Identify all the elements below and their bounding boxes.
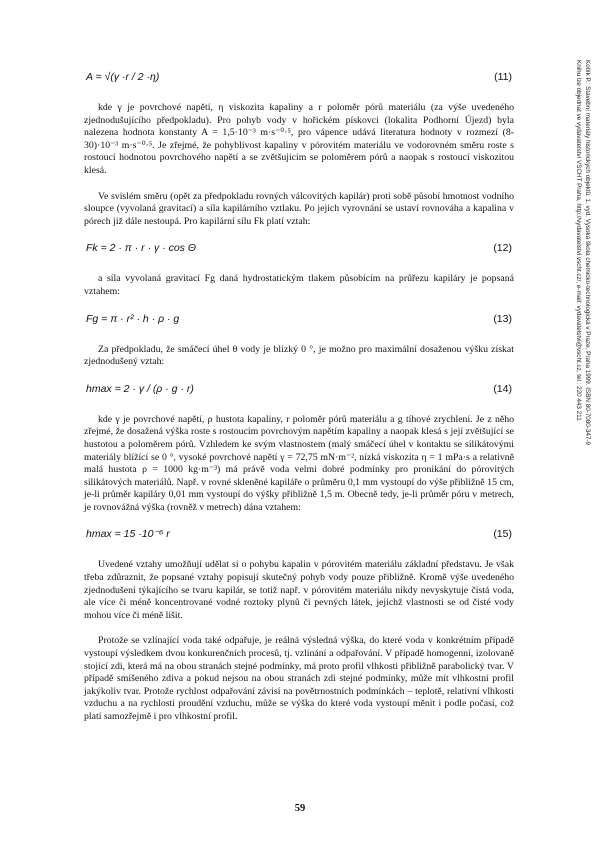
equation-expression: hmax = 15 ·10⁻⁶ r [86,528,170,541]
citation-line: Kotlík P.: Stavební materiály historických objektů. 1. vyd. Vysoká škola chemicko-technologická v Praze, Praha 1999. ISBN 80-7080-347-9 [584,60,591,446]
citation-sidebar [561,60,591,620]
equation-15 [84,527,514,541]
paragraph: kde γ je povrchové napětí, η viskozita kapaliny a r poloměr pórů materiálu (za výše uvedeného zjednodušujícího předpokladu). Pro pohyb vody v hořickém pískovci (lokalita Podhorní Újezd) byla nalezena hodnota konstanty A = 1,5·10⁻³ m·s⁻⁰·⁵, pro vápence udává literatura hodnoty v rozmezí (8-30)·10⁻³ m·s⁻⁰·⁵. Je zřejmé, že pohyblivost kapaliny v pórovitém materiálu ve vodorovném směru roste s rostoucí hodnotou povrchového napětí a se zvětšujícím se poloměrem pórů a naopak s rostoucí viskozitou klesá. [84,102,514,176]
equation-expression: Fg = π · r² · h · ρ · g [86,312,180,325]
equation-number: (11) [494,71,512,83]
equation-number: (12) [493,242,512,255]
equation-expression: Fk = 2 · π · r · γ · cos Θ [86,242,196,255]
equation-number: (14) [493,382,512,395]
equation-number: (15) [493,528,512,541]
paragraph: Uvedené vztahy umožňují udělat si o pohybu kapalin v pórovitém materiálu základní představu. Je však třeba zdůraznit, že popsané vztahy popisují skutečný pohyb vody pouze přibližně. Kromě výše uvedeného zjednodušení týkajícího se tvaru kapilár, se totiž např. v pórovitém materiálu nikdy nevyskytuje čistá voda, ale více či méně koncentrované vodné roztoky plynů či pevných látek, jejichž vlastnosti se od čisté vody mohou více či méně lišit. [84,559,514,621]
paragraph: kde γ je povrchové napětí, ρ hustota kapaliny, r poloměr pórů materiálu a g tíhové zrychlení. Je z něho zřejmé, že dosažená výška roste s rostoucím povrchovým napětím kapaliny a naopak klesá s její zvětšující se hustotou a poloměrem pórů. Vzhledem ke svým vlastnostem (malý smáčecí úhel v kontaktu se silikátovými materiály blížící se 0 °, vysoké povrchové napětí γ = 72,75 mN·m⁻², nízká viskozita η = 1 mPa·s a relativně malá hustota ρ = 1000 kg·m⁻³) má právě voda velmi dobré podmínky pro pronikání do pórovitých silikátových materiálů. Např. v rovné skleněné kapiláře o průměru 0,1 mm vystoupí do výše přibližně 15 cm, je-li průměr kapiláry 0,01 mm vystoupí do výšky přibližně 1,5 m. Obecně tedy, je-li průměr póru v metrech, je rovnovážná výška (rovněž v metrech) dána vztahem: [84,413,514,513]
paragraph: Ve svislém směru (opět za předpokladu rovných válcovitých kapilár) proti sobě působí hmotnost vodního sloupce (vyvolaná gravitací) a síla kapilárního vztlaku. Po jejich vyrovnání se ustaví rovnováha a kapalina v pórech již dále nestoupá. Pro kapilární sílu Fk platí vztah: [84,190,514,227]
equation-12 [84,241,514,255]
page-body [84,70,514,737]
equation-expression: hmax = 2 · γ / (ρ · g · r) [86,382,194,395]
paragraph: Za předpokladu, že smáčecí úhel θ vody je blízký 0 °, je možno pro maximální dosaženou výšku získat zjednodušený vztah: [84,343,514,368]
page-number: 59 [294,803,306,814]
equation-13 [84,312,514,326]
paragraph: a síla vyvolaná gravitací Fg daná hydrostatickým tlakem působícím na průřezu kapiláry je popsaná vztahem: [84,273,514,297]
citation-line: Knihu lze objednat ve vydavatelství VŠCHT Praha, http://vydavatelstvi.vscht.cz/, e-mail: vydavatelstvi@vscht.cz, tel.: 220 443 211 [575,60,583,421]
equation-11 [84,70,514,84]
equation-expression: A = √(γ ·r / 2 ·η) [86,71,160,83]
paragraph: Protože se vzlínající voda také odpařuje, je reálná výsledná výška, do které voda v konkrétním případě vystoupí výsledkem dvou konkurenčních procesů, tj. vzlínání a odpařování. V případě homogenní, izolovaně stojící zdi, která má na obou stranách stejné podmínky, má proto profil vlhkosti přibližně parabolický tvar. V případě smíšeného zdiva a pokud nejsou na obou stranách zdi stejné podmínky, může mít vlhkostní profil jakýkoliv tvar. Protože rychlost odpařování závisí na povětrnostních podmínkách – teplotě, relativní vlhkosti vzduchu a na rychlosti proudění vzduchu, může se výška do které voda vystoupí měnit i podle počasí, což platí samozřejmě i pro vlhkostní profil. [84,635,514,722]
equation-14 [84,382,514,396]
equation-number: (13) [493,312,512,325]
